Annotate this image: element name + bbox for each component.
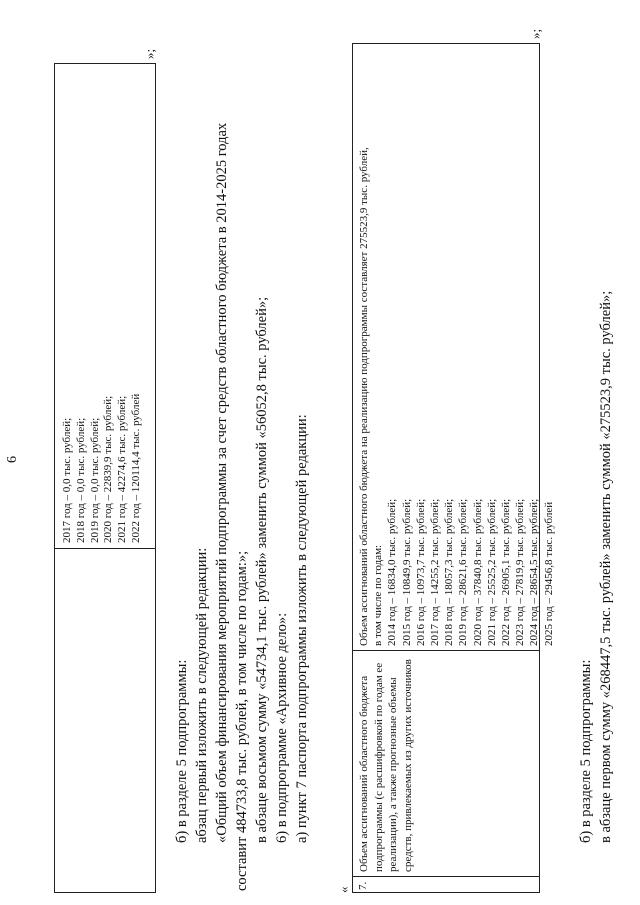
funding-line-2018: 2018 год – 18057,3 тыс. рублей; (443, 498, 456, 646)
opening-quote-mark: « (336, 886, 351, 893)
funding-line-2019: 2019 год – 28621,6 тыс. рублей; (457, 498, 470, 646)
column-divider (353, 876, 539, 877)
paragraph-eighth-abzac: в абзаце восьмом сумму «54734,1 тыс. рублей» заменить суммой «56052,8 тыс. рублей»; (254, 296, 270, 843)
paragraph-first-abzac: абзац первый изложить в следующей редакции: (194, 547, 210, 843)
closing-quote-mark: »; (528, 28, 543, 39)
year-line-2019: 2019 год – 0,0 тыс. рублей; (88, 417, 101, 543)
paragraph-quote-total: «Общий объем финансирования мероприятий подпрограммы за счет средств областного бюджета в 2014-2025 годах (214, 122, 230, 843)
year-line-2018: 2018 год – 0,0 тыс. рублей; (74, 417, 87, 543)
funding-line-2022: 2022 год – 26905,1 тыс. рублей; (500, 498, 513, 646)
column-divider (353, 650, 539, 651)
paragraph-archive-subprogram: 6) в подпрограмме «Архивное дело»: (274, 612, 290, 843)
yearly-amounts (61, 394, 144, 543)
paragraph-section5: б) в разделе 5 подпрограммы: (174, 659, 190, 843)
row-description: Объем ассигнований областного бюджета подпрограммы (с расшифровкой по годам ее реализации), а также прогнозные объемы средств, привлекаемых из других источников (358, 659, 414, 872)
page-number: 6 (5, 456, 20, 463)
funding-line-2024: 2024 год – 28654,5 тыс. рублей; (528, 498, 541, 646)
year-line-2020: 2020 год – 22839,9 тыс. рублей; (102, 395, 115, 543)
year-line-2017: 2017 год – 0,0 тыс. рублей; (61, 417, 73, 543)
funding-line-2021: 2021 год – 25525,2 тыс. рублей; (485, 498, 498, 646)
paragraph-section5-b: б) в разделе 5 подпрограммы: (578, 659, 594, 843)
funding-lines (357, 147, 556, 646)
column-divider (55, 548, 155, 549)
closing-quote-mark: »; (142, 48, 157, 59)
funding-line-2016: 2016 год – 10973,7 тыс. рублей; (414, 498, 427, 646)
paragraph-total-amount: составит 484733,8 тыс. рублей, в том числе по годам:»; (234, 550, 250, 891)
funding-line-2023: 2023 год – 27819,9 тыс. рублей; (514, 498, 527, 646)
row-number: 7. (357, 881, 369, 890)
funding-by-years-line: в том числе по годам: (372, 544, 385, 646)
funding-line-2017: 2017 год – 14255,2 тыс. рублей; (429, 498, 442, 646)
year-line-2022: 2022 год – 120114,4 тыс. рублей (129, 393, 142, 543)
funding-line-2015: 2015 год – 10849,9 тыс. рублей; (400, 498, 413, 646)
funding-line-2014: 2014 год – 16834,0 тыс. рублей; (386, 498, 399, 646)
passport-table (352, 43, 555, 893)
financing-table-continuation (54, 63, 156, 893)
funding-total-line: Объем ассигнований областного бюджета на реализацию подпрограммы составляет 275523,9 тыс. рублей, (358, 147, 370, 646)
paragraph-passport-item7: а) пункт 7 паспорта подпрограммы изложить в следующей редакции: (294, 414, 310, 843)
funding-line-2025: 2025 год – 29456,8 тыс. рублей (542, 501, 555, 646)
funding-line-2020: 2020 год – 37840,8 тыс. рублей; (471, 498, 484, 646)
paragraph-first-abzac-sum: в абзаце первом сумму «268447,5 тыс. рублей» заменить суммой «275523,9 тыс. рублей»; (598, 290, 614, 843)
year-line-2021: 2021 год – 42274,6 тыс. рублей; (116, 395, 129, 543)
